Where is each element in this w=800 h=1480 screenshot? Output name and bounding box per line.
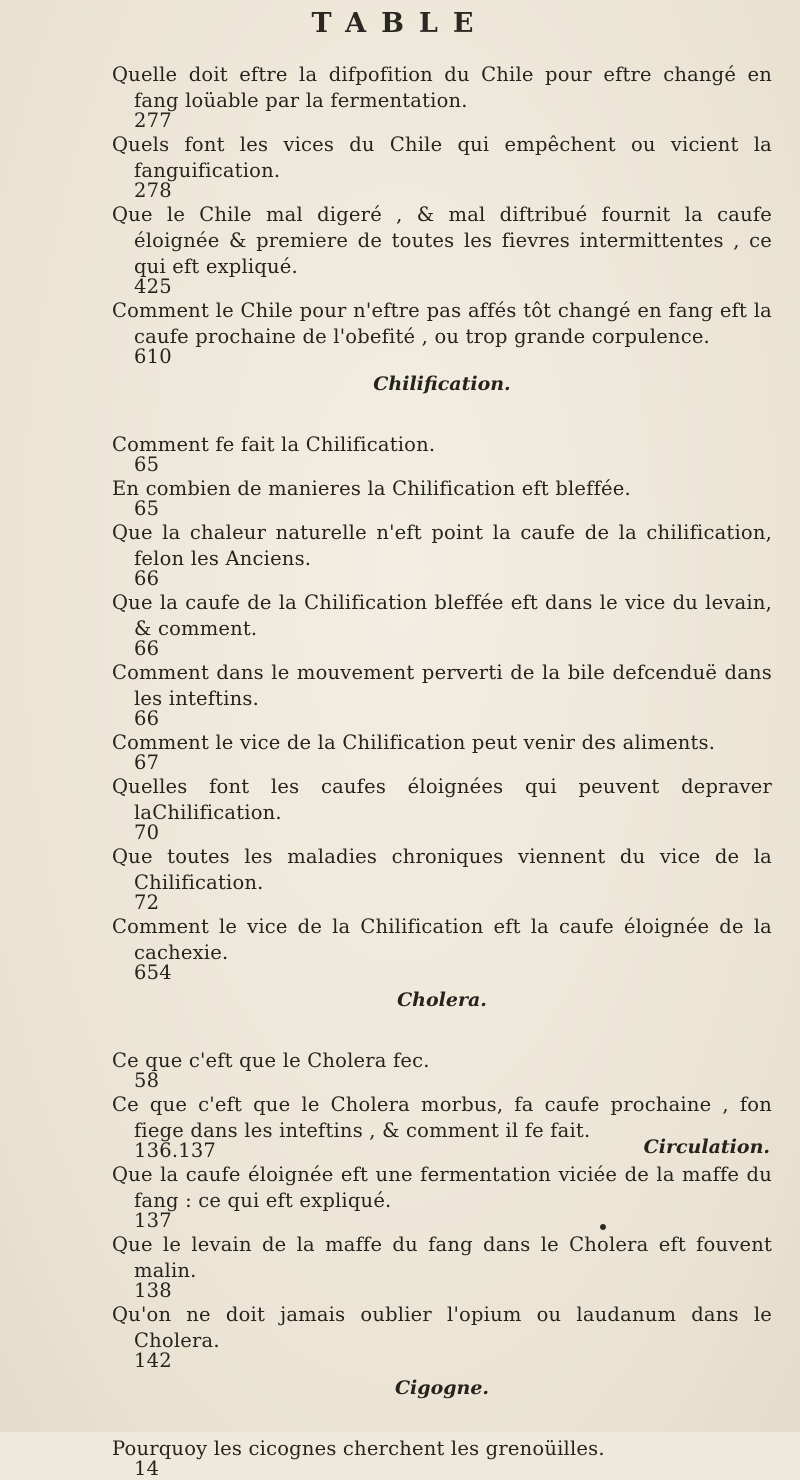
section-cholera — [112, 1048, 772, 1372]
page-header-title: TABLE — [311, 8, 489, 39]
index-entry: Que la caufe de la Chilification bleffée eft dans le vice du levain, & comment. 66 — [112, 591, 772, 660]
section-chile-continued — [112, 62, 772, 368]
index-entry: Quelles font les caufes éloignées qui peuvent depraver laChilification. 70 — [112, 775, 772, 844]
page-number: 136.137 — [134, 1139, 217, 1162]
page-number: 610 — [134, 345, 172, 368]
section-chilification — [112, 432, 772, 984]
index-entry: Qu'on ne doit jamais oublier l'opium ou laudanum dans le Cholera. 142 — [112, 1303, 772, 1372]
index-entry: Que toutes les maladies chroniques viennent du vice de la Chilification. 72 — [112, 845, 772, 914]
page-number: 14 — [134, 1457, 160, 1480]
page-number: 67 — [134, 751, 160, 774]
catchword: Circulation. — [643, 1136, 770, 1158]
index-entry: Ce que c'eft que le Cholera fec. 58 — [112, 1048, 772, 1092]
index-entry: Comment dans le mouvement perverti de la bile defcenduë dans les inteftins. 66 — [112, 661, 772, 730]
page-number: 66 — [134, 637, 160, 660]
page-number: 137 — [134, 1209, 172, 1232]
index-entry: Comment le vice de la Chilification eft la caufe éloignée de la cachexie. 654 — [112, 915, 772, 984]
page-number: 66 — [134, 567, 160, 590]
section-heading-cholera: Cholera. — [397, 989, 487, 1011]
section-heading-chilification: Chilification. — [373, 373, 511, 395]
page-number: 277 — [134, 109, 172, 132]
page-number: 65 — [134, 497, 160, 520]
page-number: 70 — [134, 821, 160, 844]
index-entry: Quelle doit eftre la difpofition du Chile pour eftre changé en fang loüable par la fermentation. 277 — [112, 63, 772, 132]
page-number: 138 — [134, 1279, 172, 1302]
page-number: 66 — [134, 707, 160, 730]
index-entry: Ce que c'eft que le Cholera morbus, fa caufe prochaine , fon fiege dans les inteftins , & comment il fe fait. 136.137 — [112, 1093, 772, 1162]
section-cigogne — [112, 1436, 772, 1480]
page-number: 278 — [134, 179, 172, 202]
index-entry: Comment fe fait la Chilification. 65 — [112, 432, 772, 476]
index-entry: Que le Chile mal digeré , & mal diftribué fournit la caufe éloignée & premiere de toutes les fievres intermittentes , ce qui eft expliqué. 425 — [112, 203, 772, 298]
index-entry: Que le levain de la maffe du fang dans le Cholera eft fouvent malin. 138 — [112, 1233, 772, 1302]
index-entry: En combien de manieres la Chilification eft bleffée. 65 — [112, 476, 772, 520]
index-content — [112, 62, 772, 1480]
page-number: 142 — [134, 1349, 172, 1372]
page-number: 72 — [134, 891, 160, 914]
index-entry: Que la caufe éloignée eft une fermentation viciée de la maffe du fang : ce qui eft expliqué. 137 — [112, 1163, 772, 1232]
index-entry: Comment le vice de la Chilification peut venir des aliments. 67 — [112, 730, 772, 774]
ink-spot — [600, 1224, 606, 1230]
index-entry: Pourquoy les cicognes cherchent les grenoüilles. 14 — [112, 1436, 772, 1480]
index-entry: Comment le Chile pour n'eftre pas affés tôt changé en fang eft la caufe prochaine de l'obefité , ou trop grande corpulence. 610 — [112, 299, 772, 368]
page-number: 425 — [134, 275, 172, 298]
index-entry: Quels font les vices du Chile qui empêchent ou vicient la fanguification. 278 — [112, 133, 772, 202]
section-heading-cigogne: Cigogne. — [394, 1377, 490, 1399]
page-number: 654 — [134, 961, 172, 984]
page-number: 65 — [134, 453, 160, 476]
page-number: 58 — [134, 1069, 160, 1092]
index-entry: Que la chaleur naturelle n'eft point la caufe de la chilification, felon les Anciens. 66 — [112, 521, 772, 590]
